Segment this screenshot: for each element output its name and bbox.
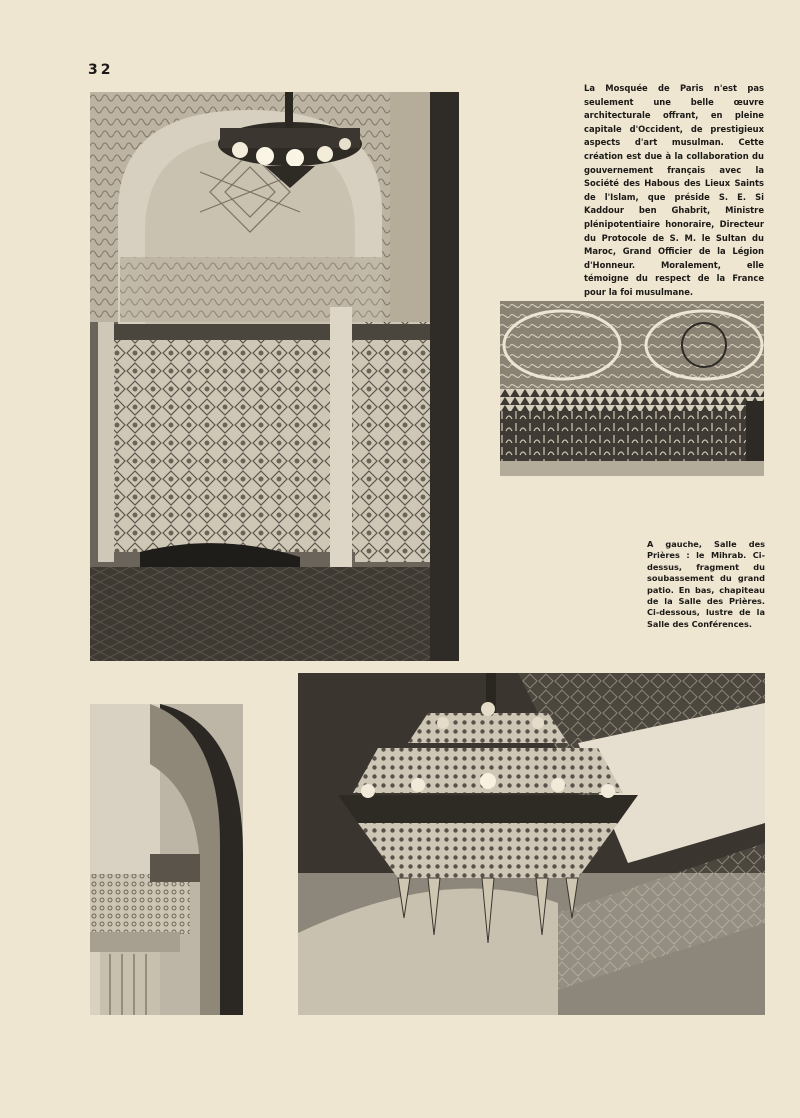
chandelier-photo xyxy=(298,673,765,1015)
mihrab-photo xyxy=(90,92,459,661)
mihrab-photo-icon xyxy=(90,92,459,661)
patio-fragment-photo xyxy=(500,301,764,476)
page-number: 32 xyxy=(88,62,114,78)
patio-frieze-photo-icon xyxy=(500,301,764,476)
intro-text: La Mosquée de Paris n'est pas seulement une belle œuvre architecturale offrant, en pleine capitale d'Occident, de prestigieux aspects d'art musulman. Cette création est due à la collaboration du gouvernement français avec la Société des Habous des Lieux Saints de l'Islam, que préside S. E. Si Kaddour ben Ghabrit, Ministre plénipotentiaire honoraire, Directeur du Protocole de S. M. le Sultan du Maroc, Grand Officier de la Légion d'Honneur. Moralement, elle témoigne du respect de la France pour la foi musulmane. xyxy=(584,83,764,297)
photo-caption: A gauche, Salle des Prières : le Mihrab. Ci-dessus, fragment du soubassement du grand patio. En bas, chapiteau de la Salle des Prières. Ci-dessous, lustre de la Salle des Conférences. xyxy=(647,539,765,629)
chandelier-photo-icon xyxy=(298,673,765,1015)
column-capital-photo xyxy=(90,704,243,1015)
capital-photo-icon xyxy=(90,704,243,1015)
